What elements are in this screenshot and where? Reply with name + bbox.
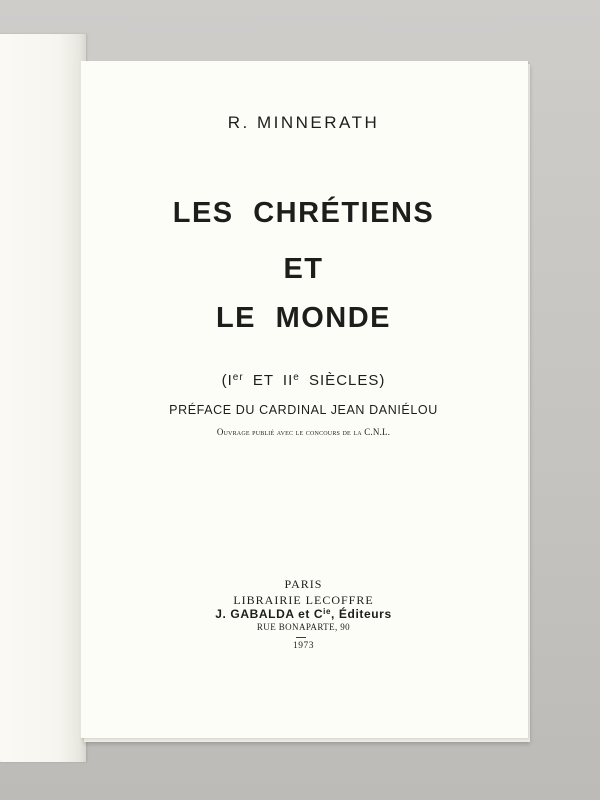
left-facing-page [0,34,86,762]
book-title-line-3: LE MONDE [215,302,392,334]
imprint-editor-superscript: ie [323,607,332,616]
imprint-editor-tail: , Éditeurs [331,607,392,621]
publication-note: Ouvrage publié avec le concours de la C.N.L. [216,427,391,437]
subtitle-open: (I [221,372,233,389]
imprint-editor-main: J. GABALDA et C [215,607,324,621]
imprint-editor [80,607,527,621]
imprint-city: PARIS [284,577,323,591]
subtitle-centuries [80,372,527,389]
imprint-divider [296,637,306,638]
imprint-publisher: LIBRAIRIE LECOFFRE [233,593,374,607]
subtitle-superscript-e: e [293,372,300,383]
preface-line: PRÉFACE DU CARDINAL JEAN DANIÉLOU [169,403,438,417]
book-title-line-2: ET [283,253,324,285]
subtitle-close: SIÈCLES) [299,372,386,389]
subtitle-superscript-er: er [232,372,244,383]
publication-year: 1973 [293,641,314,651]
imprint-address: RUE BONAPARTE, 90 [256,622,351,632]
book-title-line-1: LES CHRÉTIENS [172,197,435,229]
subtitle-middle: ET II [243,372,294,389]
author-name: R. MINNERATH [227,113,380,132]
